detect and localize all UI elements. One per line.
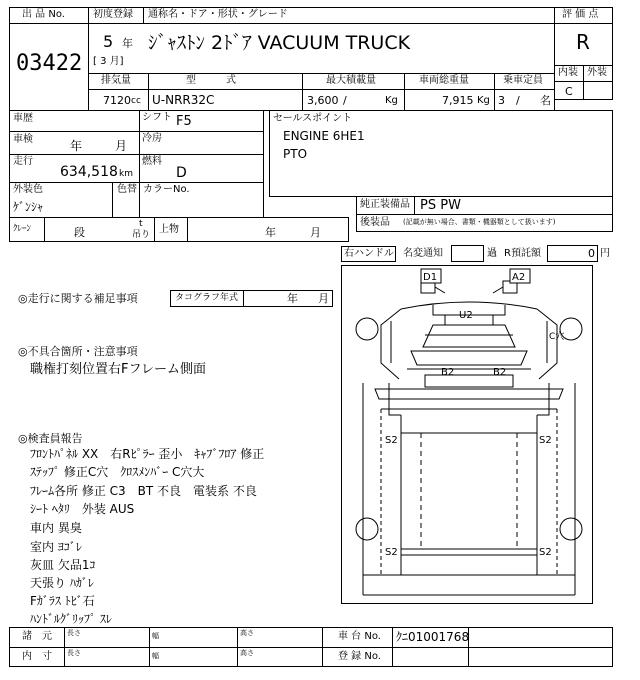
upper-label: 上物 <box>159 224 179 235</box>
inner-width-label: 幅 <box>152 652 159 660</box>
year-value: 5 <box>103 32 114 51</box>
after-parts-note: (記載が無い場合、書類・機器類として扱います) <box>403 218 556 226</box>
tacho-month: 月 <box>318 292 329 305</box>
diagram-mark-s2-right-upper: S2 <box>539 435 552 446</box>
lot-label: 出 品 No. <box>22 9 65 20</box>
crane-row <box>9 217 349 242</box>
diagram-mark-u2: U2 <box>459 310 473 321</box>
length-label: 長さ <box>67 629 81 637</box>
defect-text: 職権打刻位置右Fフレーム側面 <box>30 362 206 377</box>
driving-remarks-label: ◎走行に関する補足事項 <box>18 292 138 305</box>
inspector-line: ﾌﾚｰﾑ各所 修正 C3 BT 不良 電装系 不良 <box>30 484 257 498</box>
crane-ton-t: t <box>139 219 143 229</box>
gross-weight-unit: Kg <box>477 95 490 106</box>
chassis-value: ｸﾆ01001768 <box>396 630 470 644</box>
inspector-line: 室内 ﾖｺﾞﾚ <box>30 540 82 554</box>
shift-value: F5 <box>176 114 192 129</box>
inner-height-label: 高さ <box>240 649 254 657</box>
capacity-slash: / <box>516 94 520 107</box>
upper-month: 月 <box>310 226 321 239</box>
crane-stage: 段 <box>74 226 85 239</box>
mileage-label: 走行 <box>13 156 33 167</box>
color-label: 外装色 <box>13 184 43 195</box>
fuel-value: D <box>176 165 187 181</box>
interior-label: 内装 <box>558 67 578 78</box>
month-value: [ 3 月] <box>93 56 124 67</box>
recycle-label: R預託額 <box>504 248 541 259</box>
diagram-mark-s2-right-lower: S2 <box>539 547 552 558</box>
inspector-line: ｽﾃｯﾌﾟ 修正C穴 ｸﾛｽﾒﾝﾊﾞｰ C穴大 <box>30 465 205 479</box>
mileage-unit: km <box>119 169 133 179</box>
shift-label: シフト <box>142 112 172 123</box>
gross-weight-value: 7,915 <box>442 94 474 107</box>
exterior-label: 外装 <box>587 67 607 78</box>
inspector-line: ﾊﾝﾄﾞﾙｸﾞﾘｯﾌﾟ ｽﾚ <box>30 612 112 626</box>
width-label: 幅 <box>152 632 159 640</box>
height-label: 高さ <box>240 629 254 637</box>
grade-label: 評 価 点 <box>562 9 599 20</box>
recycle-value: 0 <box>588 247 595 260</box>
capacity-value: 3 <box>498 94 505 107</box>
inspector-line: 天張り ﾊｶﾞﾚ <box>30 576 94 590</box>
ac-label: 冷房 <box>142 133 162 144</box>
inspector-label: ◎検査員報告 <box>18 432 83 445</box>
defect-label: ◎不具合箇所・注意事項 <box>18 345 138 358</box>
equipment-value: PS PW <box>420 198 461 213</box>
diagram-mark-c-hole: C穴 <box>549 332 565 342</box>
truck-diagram <box>341 265 593 604</box>
diagram-mark-a2: A2 <box>512 272 526 283</box>
inner-dims-label: 内 寸 <box>22 651 52 662</box>
diagram-mark-b2-right: B2 <box>493 367 507 378</box>
crane-label: ｸﾚｰﾝ <box>13 224 32 234</box>
grade-value: R <box>576 30 590 54</box>
max-load-value: 3,600 <box>307 94 339 107</box>
model-label: 型 式 <box>186 75 236 86</box>
sales-point-line-2: PTO <box>283 147 308 161</box>
max-load-unit: Kg <box>385 95 398 106</box>
inspector-line: ﾌﾛﾝﾄﾊﾟﾈﾙ XX 右Rﾋﾟﾗｰ 歪小 ｷｬﾌﾞﾌﾛｱ 修正 <box>30 447 265 461</box>
equipment-label: 純正装備品 <box>360 199 410 210</box>
after-parts-label: 後装品 <box>360 217 390 228</box>
color-code-label: カラーNo. <box>143 184 190 195</box>
inspection-year: 年 <box>70 139 83 153</box>
dims-label: 諸 元 <box>22 631 52 642</box>
diagram-mark-d1: D1 <box>423 272 438 283</box>
model-value: U-NRR32C <box>152 93 215 107</box>
inspection-label: 車検 <box>13 134 33 145</box>
history-label: 車歴 <box>13 113 33 124</box>
tax-label: 過 <box>487 248 497 259</box>
mileage-value: 634,518 <box>60 164 118 180</box>
max-load-slash: / <box>343 94 347 107</box>
diagram-mark-s2-left-lower: S2 <box>385 547 398 558</box>
detail-grid <box>9 110 264 218</box>
reg-label: 登 録 No. <box>338 651 381 662</box>
color-value: ｹﾞﾝｼｬ <box>13 200 44 214</box>
inspector-line: Fｶﾞﾗｽ ﾄﾋﾞ石 <box>30 594 95 608</box>
displacement-value: 7120 <box>103 94 131 107</box>
year-unit: 年 <box>122 37 133 50</box>
lot-number: 03422 <box>16 51 83 76</box>
upper-year: 年 <box>265 226 276 239</box>
inspection-month: 月 <box>115 139 128 153</box>
vehicle-name: ｼﾞｬｽﾄﾝ 2ﾄﾞｱ VACUUM TRUCK <box>148 32 411 54</box>
tacho-year: 年 <box>287 292 298 305</box>
gross-weight-label: 車両総重量 <box>419 75 469 86</box>
inner-length-label: 長さ <box>67 649 81 657</box>
inspector-line: 灰皿 欠品1ｺ <box>30 558 96 572</box>
capacity-label: 乗車定員 <box>503 75 543 86</box>
right-handle-label: 右ハンドル <box>344 248 394 259</box>
diagram-mark-b2-left: B2 <box>441 367 455 378</box>
sales-point-label: セールスポイント <box>273 113 353 124</box>
chassis-label: 車 台 No. <box>338 631 381 642</box>
capacity-unit: 名 <box>540 94 551 107</box>
sales-point-line-1: ENGINE 6HE1 <box>283 129 365 143</box>
meter-change-box <box>451 245 484 262</box>
max-load-label: 最大積載量 <box>326 75 376 86</box>
tacho-label: タコグラフ年式 <box>175 293 239 303</box>
displacement-unit: cc <box>131 96 141 106</box>
crane-ton-label: 吊り <box>132 230 151 240</box>
displacement-label: 排気量 <box>101 75 131 86</box>
name-label: 通称名・ドア・形状・グレード <box>148 9 288 20</box>
inspector-line: ｼｰﾄ ﾍﾀﾘ 外装 AUS <box>30 502 135 516</box>
inspector-line: 車内 異臭 <box>30 521 82 535</box>
color-change-label: 色替 <box>117 184 137 195</box>
diagram-mark-s2-left-upper: S2 <box>385 435 398 446</box>
recycle-unit: 円 <box>600 248 610 259</box>
meter-change-label: 名変通知 <box>403 248 443 259</box>
fuel-label: 燃料 <box>142 156 162 167</box>
interior-score: C <box>565 85 573 98</box>
first-reg-label: 初度登録 <box>93 9 133 20</box>
